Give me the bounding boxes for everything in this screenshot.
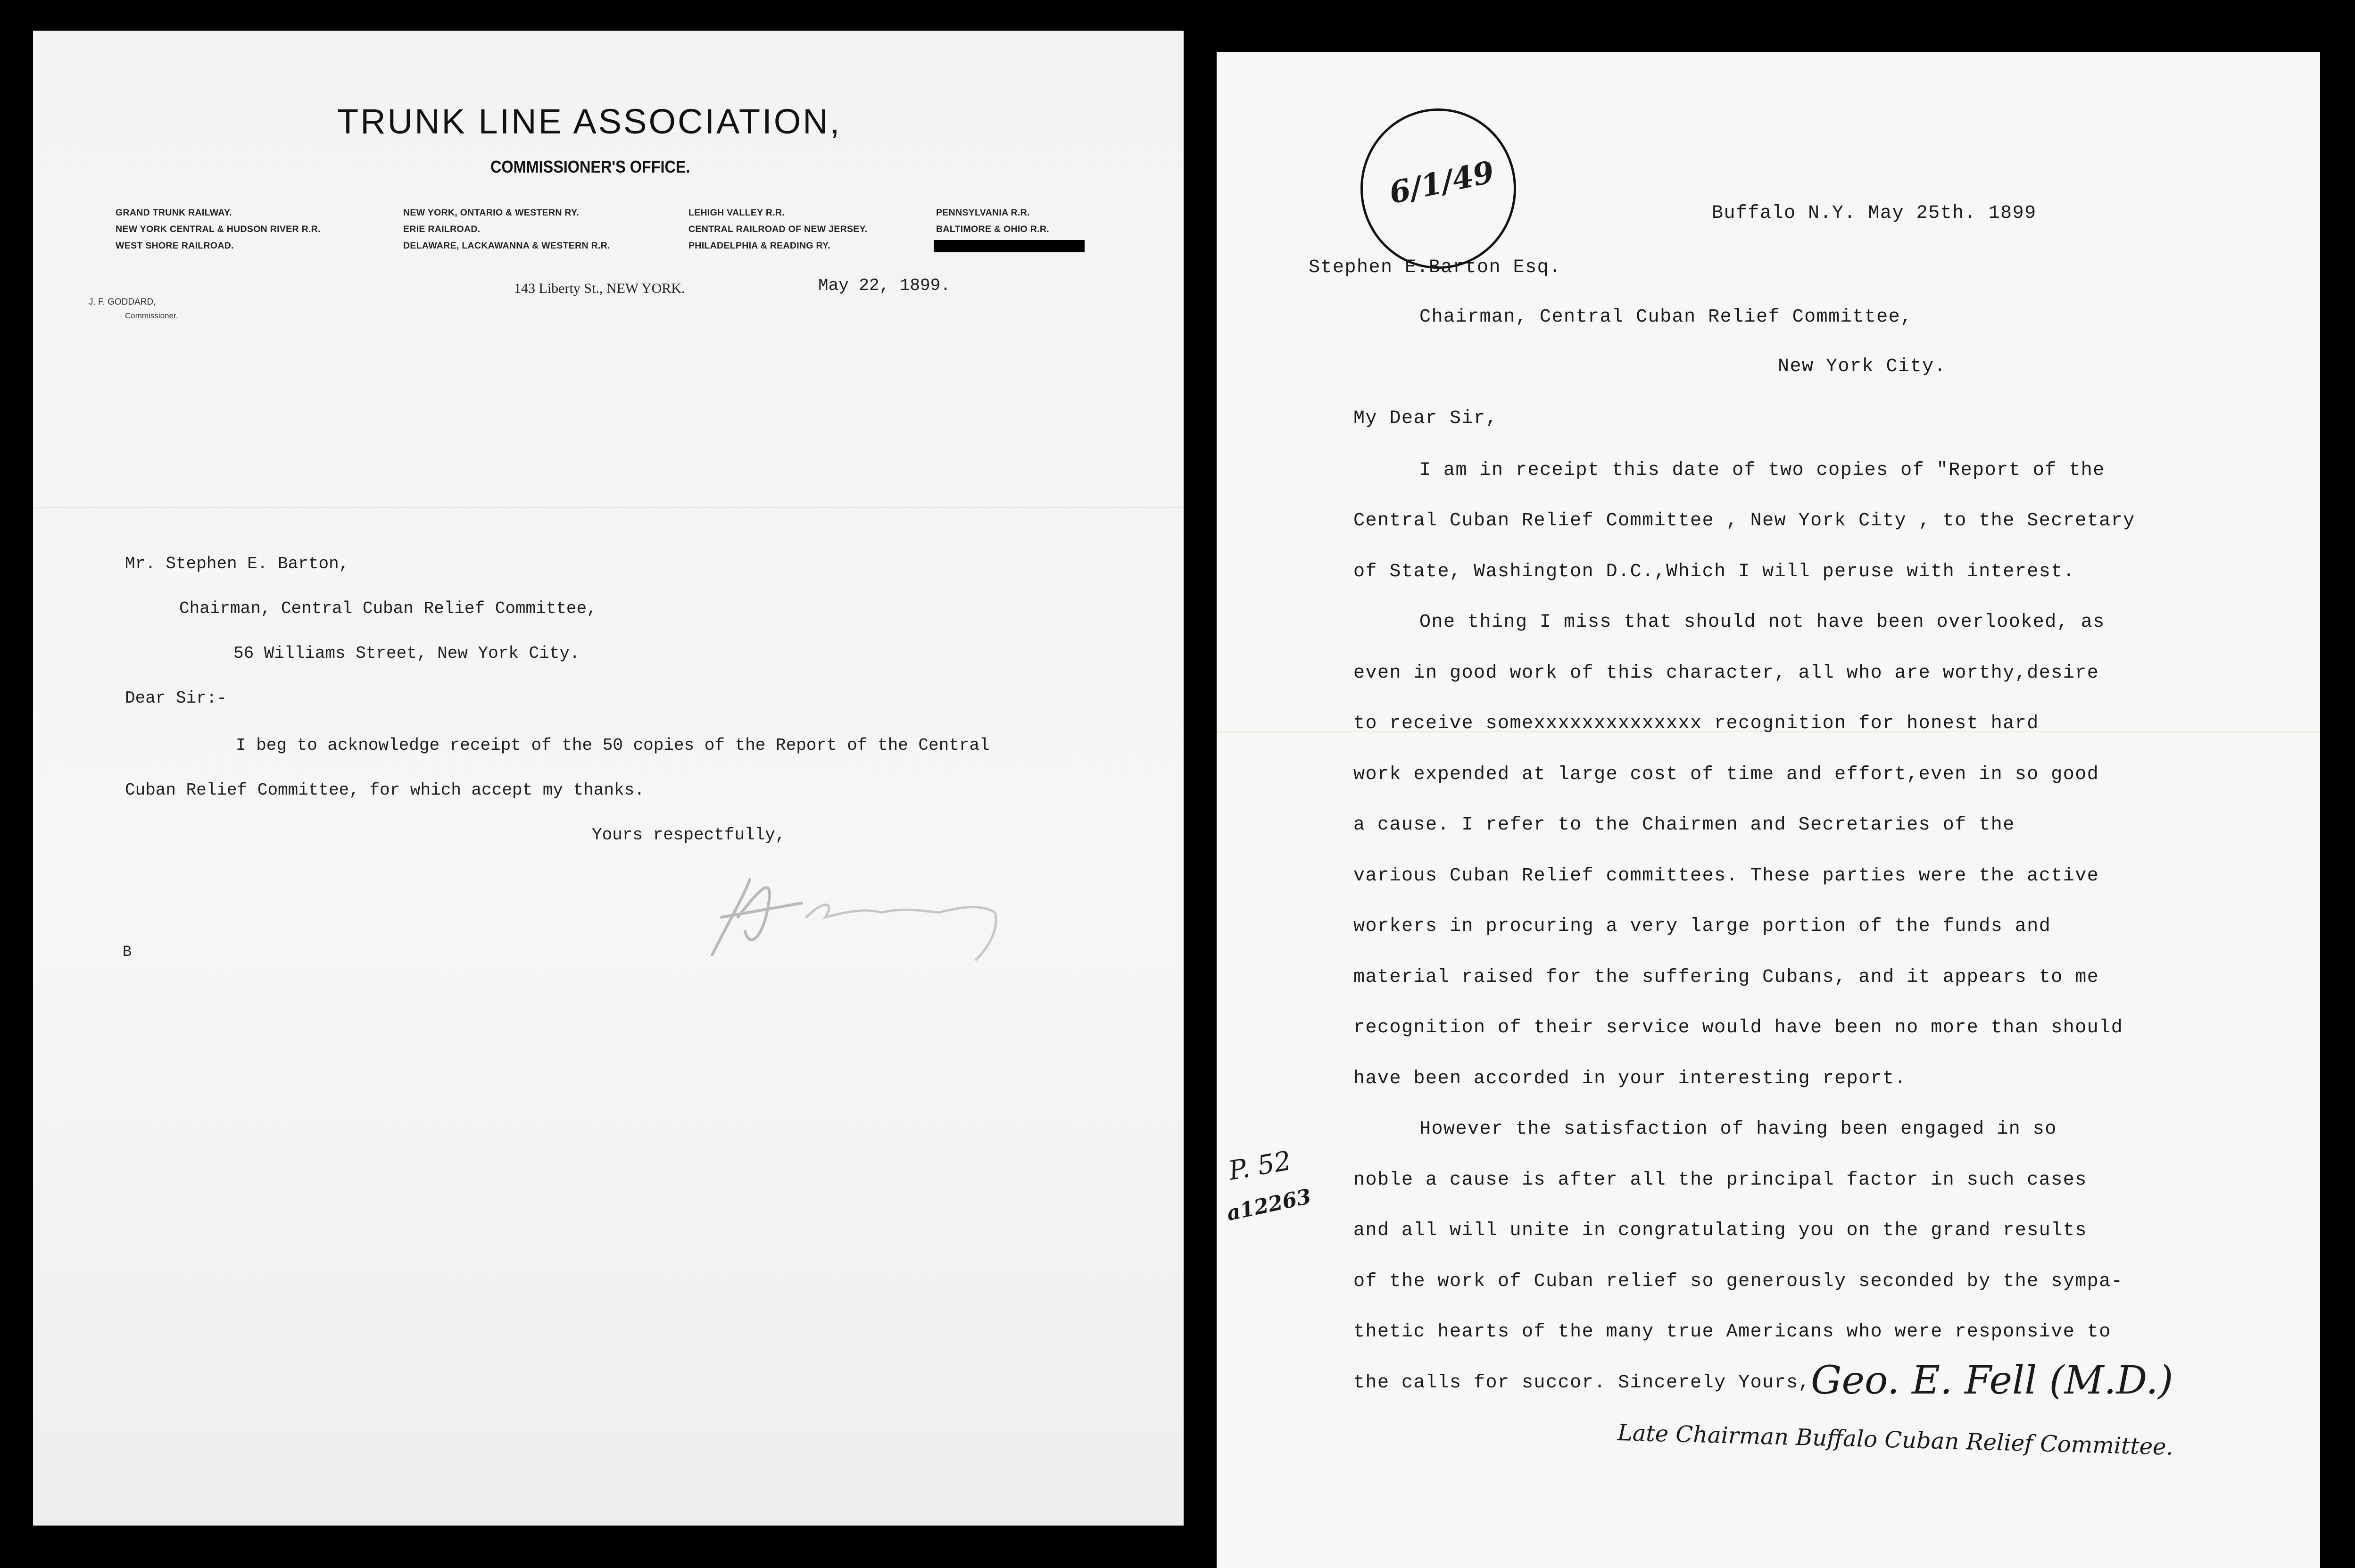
margin-note-number: a12263 [1224, 1184, 1313, 1226]
right-letter-page [1217, 52, 2320, 1568]
letterhead-address: 143 Liberty St., NEW YORK. [514, 281, 685, 296]
railroad-col2-3: DELAWARE, LACKAWANNA & WESTERN R.R. [403, 241, 610, 251]
recipient-line-2: Chairman, Central Cuban Relief Committee, [179, 599, 597, 618]
body-line-3: of State, Washington D.C.,Which I will peruse with interest. [1353, 561, 2075, 582]
recipient-line-2: Chairman, Central Cuban Relief Committee, [1419, 307, 1913, 328]
railroad-col2-2: ERIE RAILROAD. [403, 224, 481, 234]
fold-line [33, 507, 1184, 508]
salutation: Dear Sir:- [125, 689, 227, 708]
letterhead-subtitle: COMMISSIONER'S OFFICE. [490, 157, 690, 176]
body-line-13: have been accorded in your interesting report. [1353, 1068, 1907, 1089]
recipient-line-3: New York City. [1778, 356, 1947, 377]
signature-title: Late Chairman Buffalo Cuban Relief Committee. [1617, 1419, 2174, 1460]
signature-goddard [693, 861, 1033, 969]
body-line-10: workers in procuring a very large portion of the funds and [1353, 916, 2051, 937]
left-letter-page [33, 31, 1184, 1526]
typist-initial: B [123, 943, 132, 961]
body-line-2: Central Cuban Relief Committee , New York City , to the Secretary [1353, 510, 2135, 531]
closing: Yours respectfully, [592, 825, 786, 845]
body-line-15: noble a cause is after all the principal factor in such cases [1353, 1170, 2087, 1191]
body-line-6: to receive somexxxxxxxxxxxxxx recognition for honest hard [1353, 713, 2039, 734]
railroad-col4-1: PENNSYLVANIA R.R. [936, 207, 1030, 218]
place-date: Buffalo N.Y. May 25th. 1899 [1712, 203, 2037, 224]
letter-date: May 22, 1899. [818, 276, 951, 295]
body-line-16: and all will unite in congratulating you on the grand results [1353, 1220, 2087, 1241]
commissioner-name: J. F. GODDARD, [89, 297, 156, 307]
body-line-14: However the satisfaction of having been engaged in so [1419, 1119, 2057, 1140]
letterhead-title: TRUNK LINE ASSOCIATION, [337, 102, 842, 141]
margin-note-page: P. 52 [1226, 1145, 1294, 1187]
recipient-line-1: Stephen E.Barton Esq. [1309, 257, 1561, 278]
railroad-col1-3: WEST SHORE RAILROAD. [116, 241, 234, 251]
railroad-col1-2: NEW YORK CENTRAL & HUDSON RIVER R.R. [116, 224, 321, 234]
body-line-1: I am in receipt this date of two copies of "Report of the [1419, 460, 2105, 481]
railroad-col4-2: BALTIMORE & OHIO R.R. [936, 224, 1049, 234]
recipient-line-3: 56 Williams Street, New York City. [233, 644, 580, 663]
redaction-bar [934, 240, 1085, 252]
signature-fell: Geo. E. Fell (M.D.) [1811, 1358, 2173, 1403]
railroad-col3-2: CENTRAL RAILROAD OF NEW JERSEY. [688, 224, 868, 234]
body-line-4: One thing I miss that should not have been overlooked, as [1419, 612, 2105, 633]
archive-stamp-number: 6/1/49 [1386, 154, 1498, 211]
railroad-col3-3: PHILADELPHIA & READING RY. [688, 241, 831, 251]
body-line-9: various Cuban Relief committees. These parties were the active [1353, 865, 2099, 887]
railroad-col1-1: GRAND TRUNK RAILWAY. [116, 207, 232, 218]
body-line-2: Cuban Relief Committee, for which accept my thanks. [125, 780, 645, 800]
commissioner-title: Commissioner. [125, 311, 178, 320]
body-line-5: even in good work of this character, all who are worthy,desire [1353, 663, 2099, 684]
body-line-7: work expended at large cost of time and effort,even in so good [1353, 764, 2099, 785]
salutation: My Dear Sir, [1353, 408, 1498, 429]
body-line-18: thetic hearts of the many true Americans who were responsive to [1353, 1321, 2111, 1343]
body-line-19: the calls for succor. Sincerely Yours, [1353, 1372, 1811, 1394]
body-line-1: I beg to acknowledge receipt of the 50 copies of the Report of the Central [236, 736, 990, 755]
body-line-8: a cause. I refer to the Chairmen and Secretaries of the [1353, 814, 2015, 836]
body-line-17: of the work of Cuban relief so generously seconded by the sympa- [1353, 1271, 2123, 1292]
railroad-col2-1: NEW YORK, ONTARIO & WESTERN RY. [403, 207, 579, 218]
railroad-col3-1: LEHIGH VALLEY R.R. [688, 207, 785, 218]
body-line-12: recognition of their service would have been no more than should [1353, 1017, 2123, 1038]
body-line-11: material raised for the suffering Cubans, and it appears to me [1353, 967, 2099, 988]
recipient-line-1: Mr. Stephen E. Barton, [125, 554, 349, 573]
